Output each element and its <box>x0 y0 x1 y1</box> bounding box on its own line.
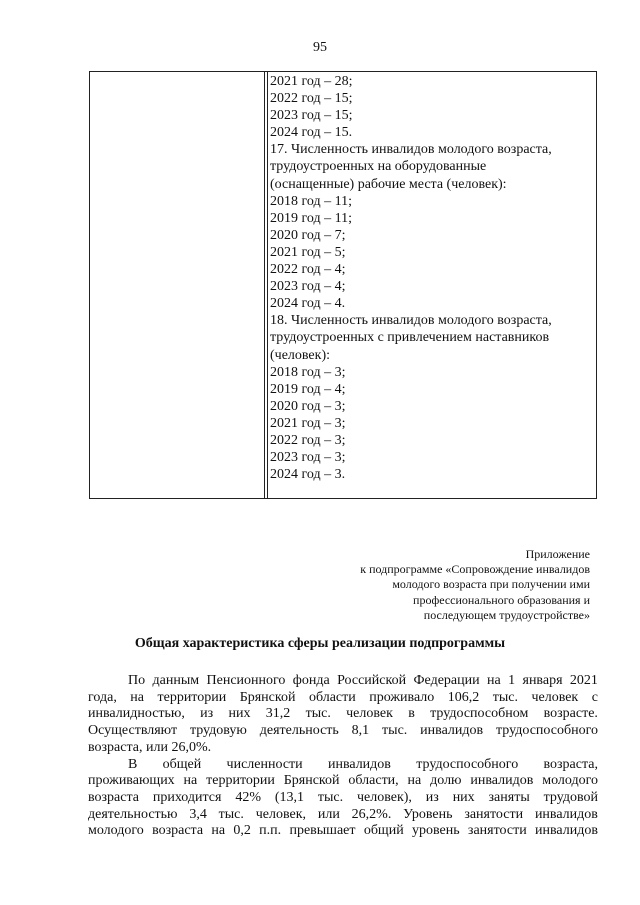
table-cell-line: 18. Численность инвалидов молодого возраста, <box>270 313 552 329</box>
word: на <box>407 773 422 789</box>
table-column-divider <box>264 72 268 498</box>
word: данным <box>152 673 200 688</box>
table-cell-line: 2024 год – 3. <box>270 467 346 483</box>
indicator-table <box>89 71 597 499</box>
table-cell-line: (человек): <box>270 347 330 363</box>
word: 26,2%. <box>351 806 392 822</box>
word: тыс. <box>218 806 244 822</box>
table-cell-line: 2023 год – 15; <box>270 108 353 124</box>
word: деятельность <box>259 723 339 739</box>
paragraph-2-line <box>88 807 598 824</box>
word: Федерации <box>413 673 480 688</box>
word: тыс. <box>305 706 331 722</box>
word: 31,2 <box>265 706 291 722</box>
word: Брянской <box>239 689 296 705</box>
table-cell-line: 2023 год – 4; <box>270 279 346 295</box>
word: возраста <box>88 789 139 805</box>
word: территории <box>206 773 275 789</box>
word: общий <box>363 823 404 839</box>
word: заняты <box>488 789 530 805</box>
word: января <box>522 673 563 688</box>
table-cell-line: 2019 год – 4; <box>270 381 346 397</box>
word: Уровень <box>403 806 453 822</box>
word: уровень <box>412 823 460 839</box>
paragraph-1-line <box>88 690 598 707</box>
table-cell-line: 2021 год – 3; <box>270 415 346 431</box>
table-cell-line: 2024 год – 15. <box>270 125 353 141</box>
word: трудовую <box>189 723 247 739</box>
word: человек <box>531 689 579 705</box>
word: 0,2 <box>233 823 251 839</box>
appendix-line: молодого возраста при получении ими <box>392 577 590 592</box>
paragraph-1-line <box>88 706 598 723</box>
word: В <box>128 756 138 772</box>
word: трудоспособного <box>416 756 519 772</box>
paragraph-2-line <box>88 757 598 774</box>
word: долю <box>430 773 462 789</box>
word: трудоспособном <box>430 706 529 722</box>
table-cell-line: трудоустроенных с привлечением наставников <box>270 330 550 346</box>
word: на <box>211 823 226 839</box>
word: численности <box>226 756 303 772</box>
table-cell-line: 2022 год – 3; <box>270 432 346 448</box>
word: занятости <box>467 823 527 839</box>
table-cell-line: 2024 год – 4. <box>270 296 346 312</box>
word: них <box>228 706 251 722</box>
word: Пенсионного <box>206 673 286 688</box>
paragraph-2-line <box>88 790 598 807</box>
table-cell-line: 2018 год – 3; <box>270 364 346 380</box>
word: человек, <box>255 806 307 822</box>
word: проживало <box>369 689 435 705</box>
word: территории <box>157 689 227 705</box>
word: фонда <box>292 673 330 688</box>
body-text <box>88 673 598 840</box>
word: Российской <box>337 673 407 688</box>
word: области, <box>348 773 399 789</box>
word: 42% <box>235 789 261 805</box>
table-cell-line: 2020 год – 7; <box>270 227 346 243</box>
word: инвалидностью, <box>88 706 185 722</box>
word: на <box>130 689 145 705</box>
word: тыс. <box>492 689 518 705</box>
table-cell-line: 17. Численность инвалидов молодого возраста, <box>270 142 552 158</box>
word: возраста <box>152 823 204 839</box>
word: приходится <box>152 789 222 805</box>
table-cell-line: трудоустроенных на оборудованные <box>270 159 487 175</box>
word: Брянской <box>283 773 340 789</box>
word: трудоспособного <box>496 723 598 739</box>
word: превышает <box>289 823 356 839</box>
table-cell-line: 2020 год – 3; <box>270 398 346 414</box>
page-number: 95 <box>313 40 327 55</box>
word: п.п. <box>259 823 282 839</box>
table-cell-line: 2018 год – 11; <box>270 193 352 209</box>
paragraph-2-line <box>88 823 598 840</box>
word: области <box>308 689 356 705</box>
word: 8,1 <box>351 723 370 739</box>
word: из <box>200 706 214 722</box>
table-cell-line: 2021 год – 28; <box>270 74 353 89</box>
word: из <box>425 789 439 805</box>
word: в <box>408 706 415 722</box>
table-cell-line: (оснащенные) рабочие места (человек): <box>270 176 507 192</box>
appendix-line: последующем трудоустройстве» <box>423 607 590 622</box>
word: инвалидов <box>470 773 534 789</box>
table-cell-line: 2022 год – 4; <box>270 262 346 278</box>
word: 106,2 <box>447 689 480 705</box>
word: на <box>183 773 198 789</box>
table-cell-line: 2019 год – 11; <box>270 210 352 226</box>
word: года, <box>88 689 117 705</box>
paragraph-1-line <box>88 740 598 757</box>
word: человек), <box>356 789 412 805</box>
word: молодого <box>542 773 598 789</box>
word: 1 <box>508 673 516 688</box>
word: деятельностью <box>88 806 178 822</box>
word: По <box>128 673 146 688</box>
word: инвалидов <box>327 756 391 772</box>
word: инвалидов <box>420 723 484 739</box>
word: инвалидов <box>534 806 598 822</box>
word: трудовой <box>543 789 598 805</box>
paragraph-2-line <box>88 773 598 790</box>
word: занятости <box>464 806 524 822</box>
table-cell-line: 2022 год – 15; <box>270 91 353 107</box>
paragraph-1-line <box>88 673 598 690</box>
word: с <box>591 689 598 705</box>
word: возрасте. <box>543 706 598 722</box>
word: них <box>452 789 475 805</box>
word: тыс. <box>382 723 408 739</box>
word: инвалидов <box>535 823 598 839</box>
word: человек <box>346 706 393 722</box>
table-cell-line: 2021 год – 5; <box>270 244 346 260</box>
word: общей <box>162 756 202 772</box>
word: или <box>317 806 340 822</box>
word: Осуществляют <box>88 723 178 739</box>
appendix-line: Приложение <box>525 547 590 561</box>
word: 3,4 <box>189 806 207 822</box>
word: на <box>487 673 501 688</box>
paragraph-1-line <box>88 723 598 740</box>
word: молодого <box>88 823 144 839</box>
appendix-line: к подпрограмме «Сопровождение инвалидов <box>360 562 590 577</box>
table-cell-line: 2023 год – 3; <box>270 450 346 466</box>
text-span: возраста, или 26,0%. <box>88 739 212 755</box>
table-right-cell <box>270 73 590 483</box>
word: (13,1 <box>274 789 305 805</box>
word: проживающих <box>88 773 175 789</box>
section-title: Общая характеристика сферы реализации подпрограммы <box>134 636 506 651</box>
word: возраста, <box>543 756 598 772</box>
word: 2021 <box>569 673 598 688</box>
word: тыс. <box>317 789 344 805</box>
appendix-note <box>270 547 590 623</box>
appendix-line: профессионального образования и <box>413 592 590 607</box>
